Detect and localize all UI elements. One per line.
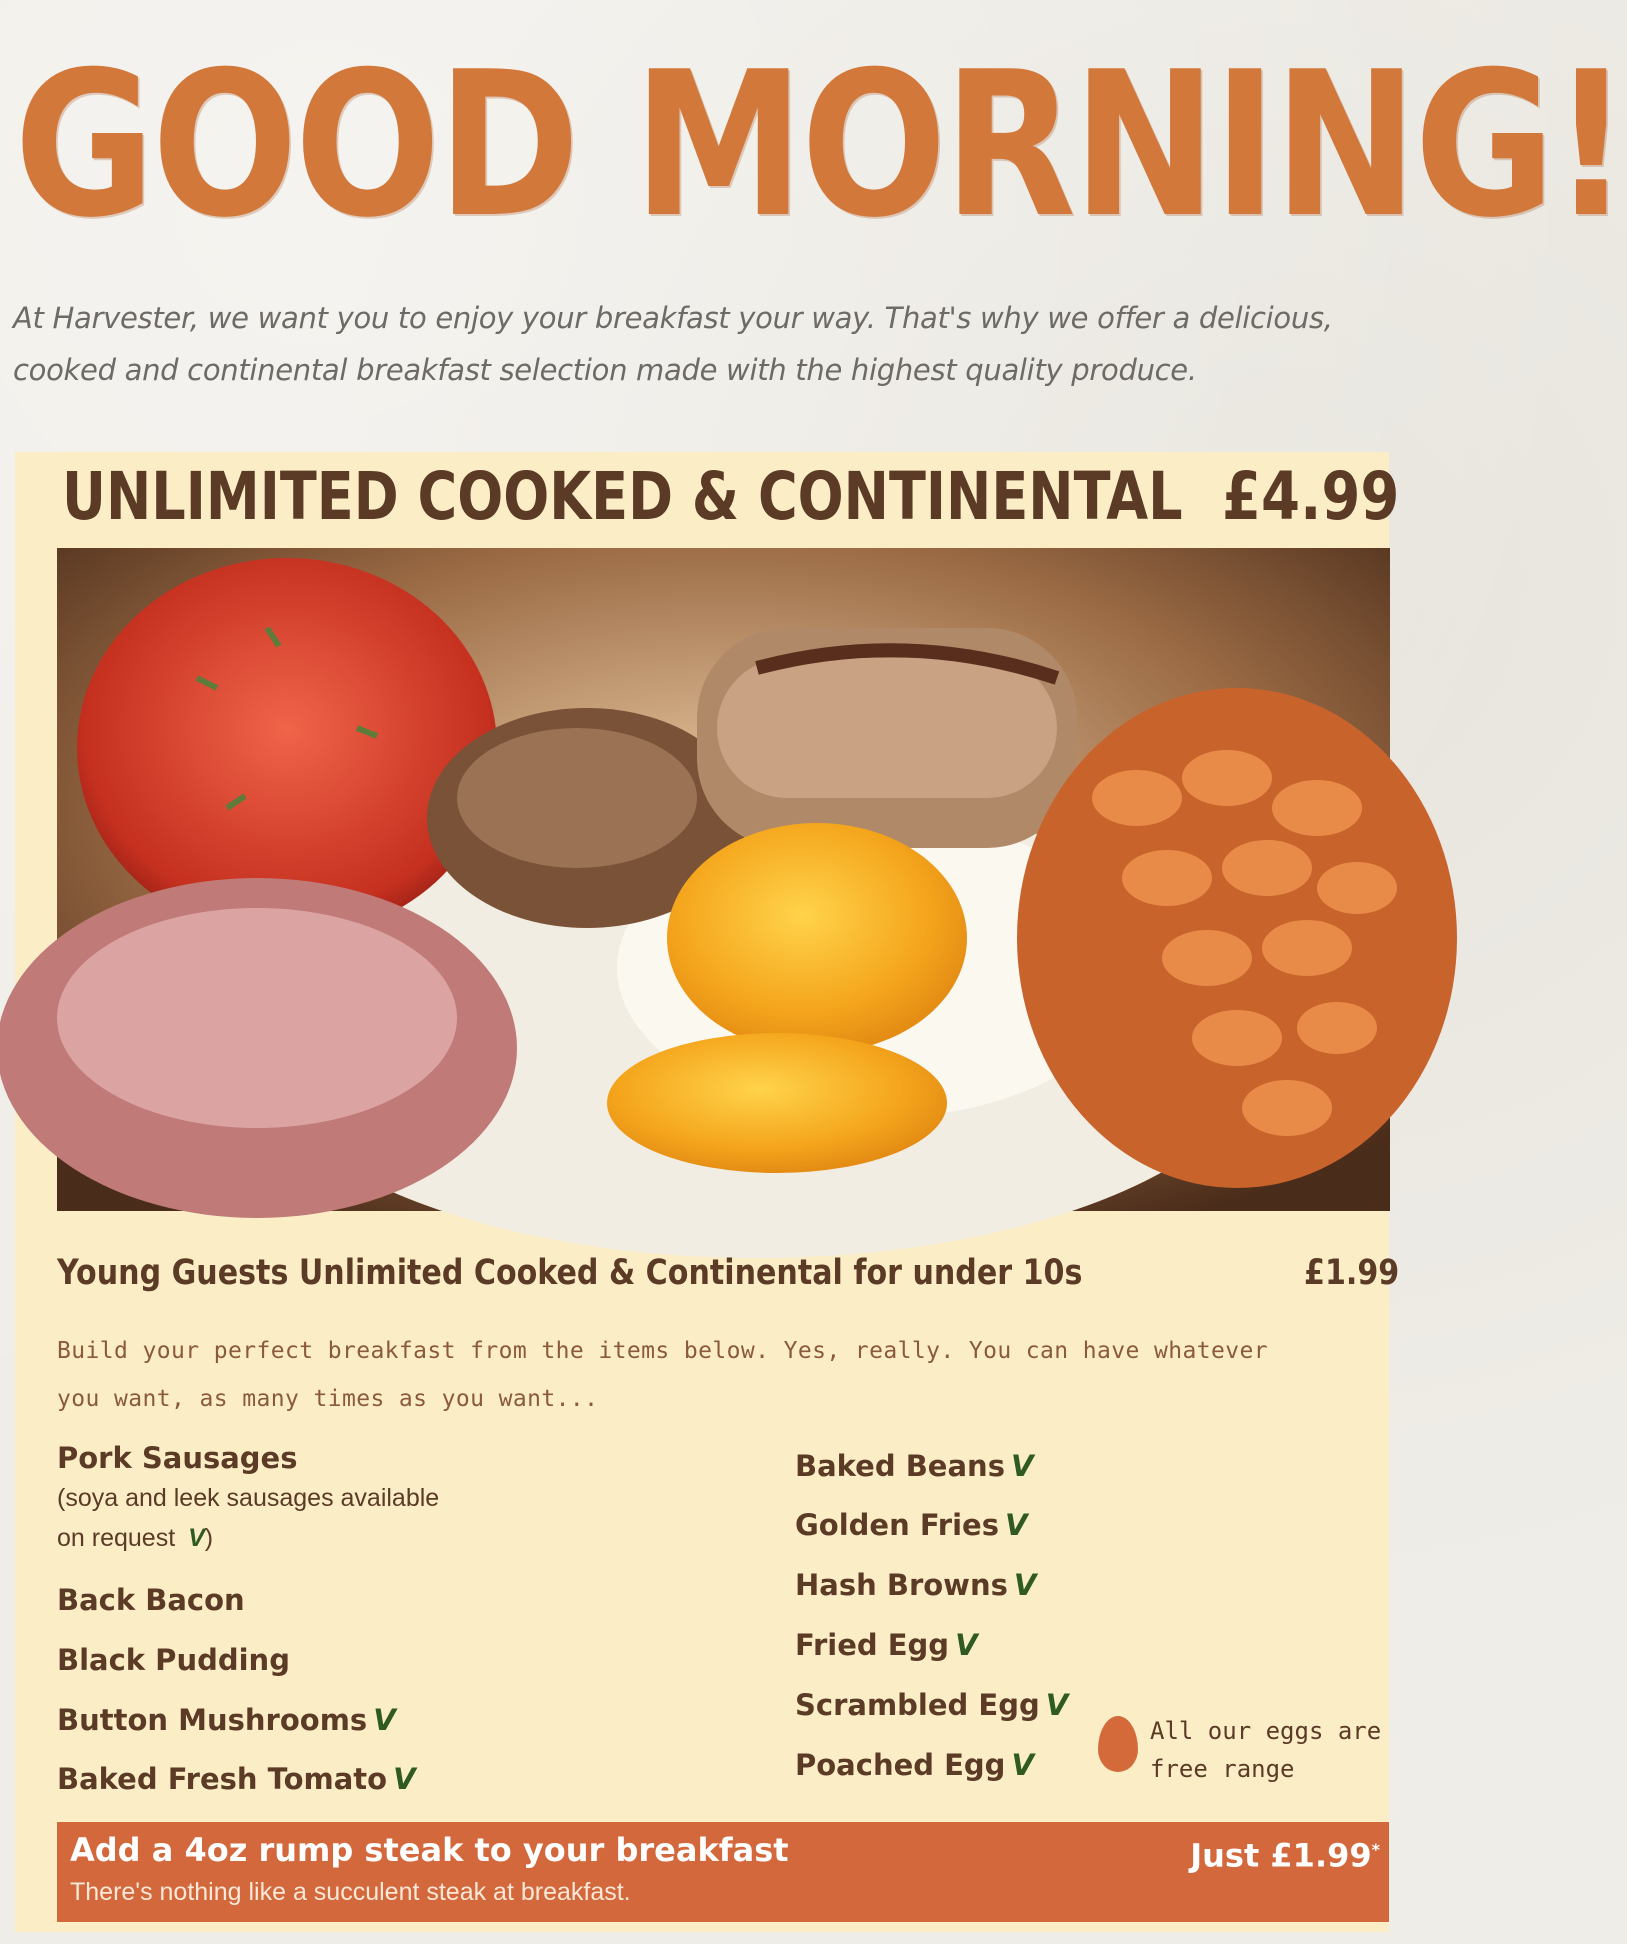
build-line-2: you want, as many times as you want... [57,1386,599,1412]
free-range-line-2: free range [1150,1755,1295,1783]
offer-price: £4.99 [1222,458,1400,535]
menu-item-name: Back Bacon [57,1583,245,1617]
vegetarian-mark: V [373,1703,396,1737]
steak-banner-title: Add a 4oz rump steak to your breakfast [70,1831,789,1869]
intro-line-1: At Harvester, we want you to enjoy your breakfast your way. That's why we offer a delicious, [13,301,1333,335]
steak-banner-subtitle: There's nothing like a succulent steak at breakfast. [70,1878,631,1906]
menu-item [795,1685,1068,1725]
sausage-note-close: ) [204,1524,214,1552]
offer-title: UNLIMITED COOKED & CONTINENTAL [62,458,1183,535]
menu-item-name: Pork Sausages [57,1441,298,1475]
menu-item-name: Hash Browns [795,1568,1008,1602]
steak-banner-price [1190,1828,1380,1875]
free-range-note [1150,1712,1390,1788]
menu-item-name: Baked Beans [795,1449,1005,1483]
vegetarian-mark: V [1045,1688,1069,1722]
steak-price-text: Just £1.99 [1190,1836,1372,1875]
menu-item [795,1745,1034,1785]
sausage-note-line-2 [57,1518,537,1558]
breakfast-illustration [57,548,1390,1211]
young-guests-label: Young Guests Unlimited Cooked & Continental for under 10s [57,1253,1083,1293]
vegetarian-mark: V [955,1628,978,1662]
sausage-note [57,1478,537,1558]
sausage-note-text: on request [57,1524,176,1552]
menu-item [57,1580,245,1620]
menu-item [795,1565,1036,1605]
intro-line-2: cooked and continental breakfast selection made with the highest quality produce. [13,353,1197,387]
menu-item-name: Fried Egg [795,1628,950,1662]
menu-item [57,1700,396,1740]
menu-item-name: Baked Fresh Tomato [57,1762,388,1796]
menu-item [795,1505,1027,1545]
menu-item-name: Poached Egg [795,1748,1006,1782]
menu-item [57,1640,290,1680]
young-guests-price: £1.99 [1304,1253,1400,1293]
sausage-note-line-1: (soya and leek sausages available [57,1484,440,1512]
menu-item-name: Black Pudding [57,1643,290,1677]
menu-item-name: Golden Fries [795,1508,999,1542]
page-headline: GOOD MORNING! [14,29,1627,262]
menu-item-name: Button Mushrooms [57,1703,368,1737]
free-range-line-1: All our eggs are [1150,1717,1382,1745]
vegetarian-mark: V [188,1524,205,1552]
build-line-1: Build your perfect breakfast from the items below. Yes, really. You can have whatever [57,1338,1269,1364]
vegetarian-mark: V [1013,1568,1037,1602]
vegetarian-mark: V [393,1762,416,1796]
build-instructions [57,1327,1387,1423]
menu-item [795,1446,1033,1486]
vegetarian-mark: V [1011,1748,1034,1782]
steak-price-footnote-mark: * [1371,1840,1380,1859]
menu-item-name: Scrambled Egg [795,1688,1040,1722]
menu-item [57,1438,297,1478]
vegetarian-mark: V [1010,1449,1034,1483]
menu-item [795,1625,978,1665]
breakfast-photo [57,548,1390,1211]
vegetarian-mark: V [1004,1508,1028,1542]
intro-text [13,292,1433,396]
menu-item [57,1759,416,1799]
